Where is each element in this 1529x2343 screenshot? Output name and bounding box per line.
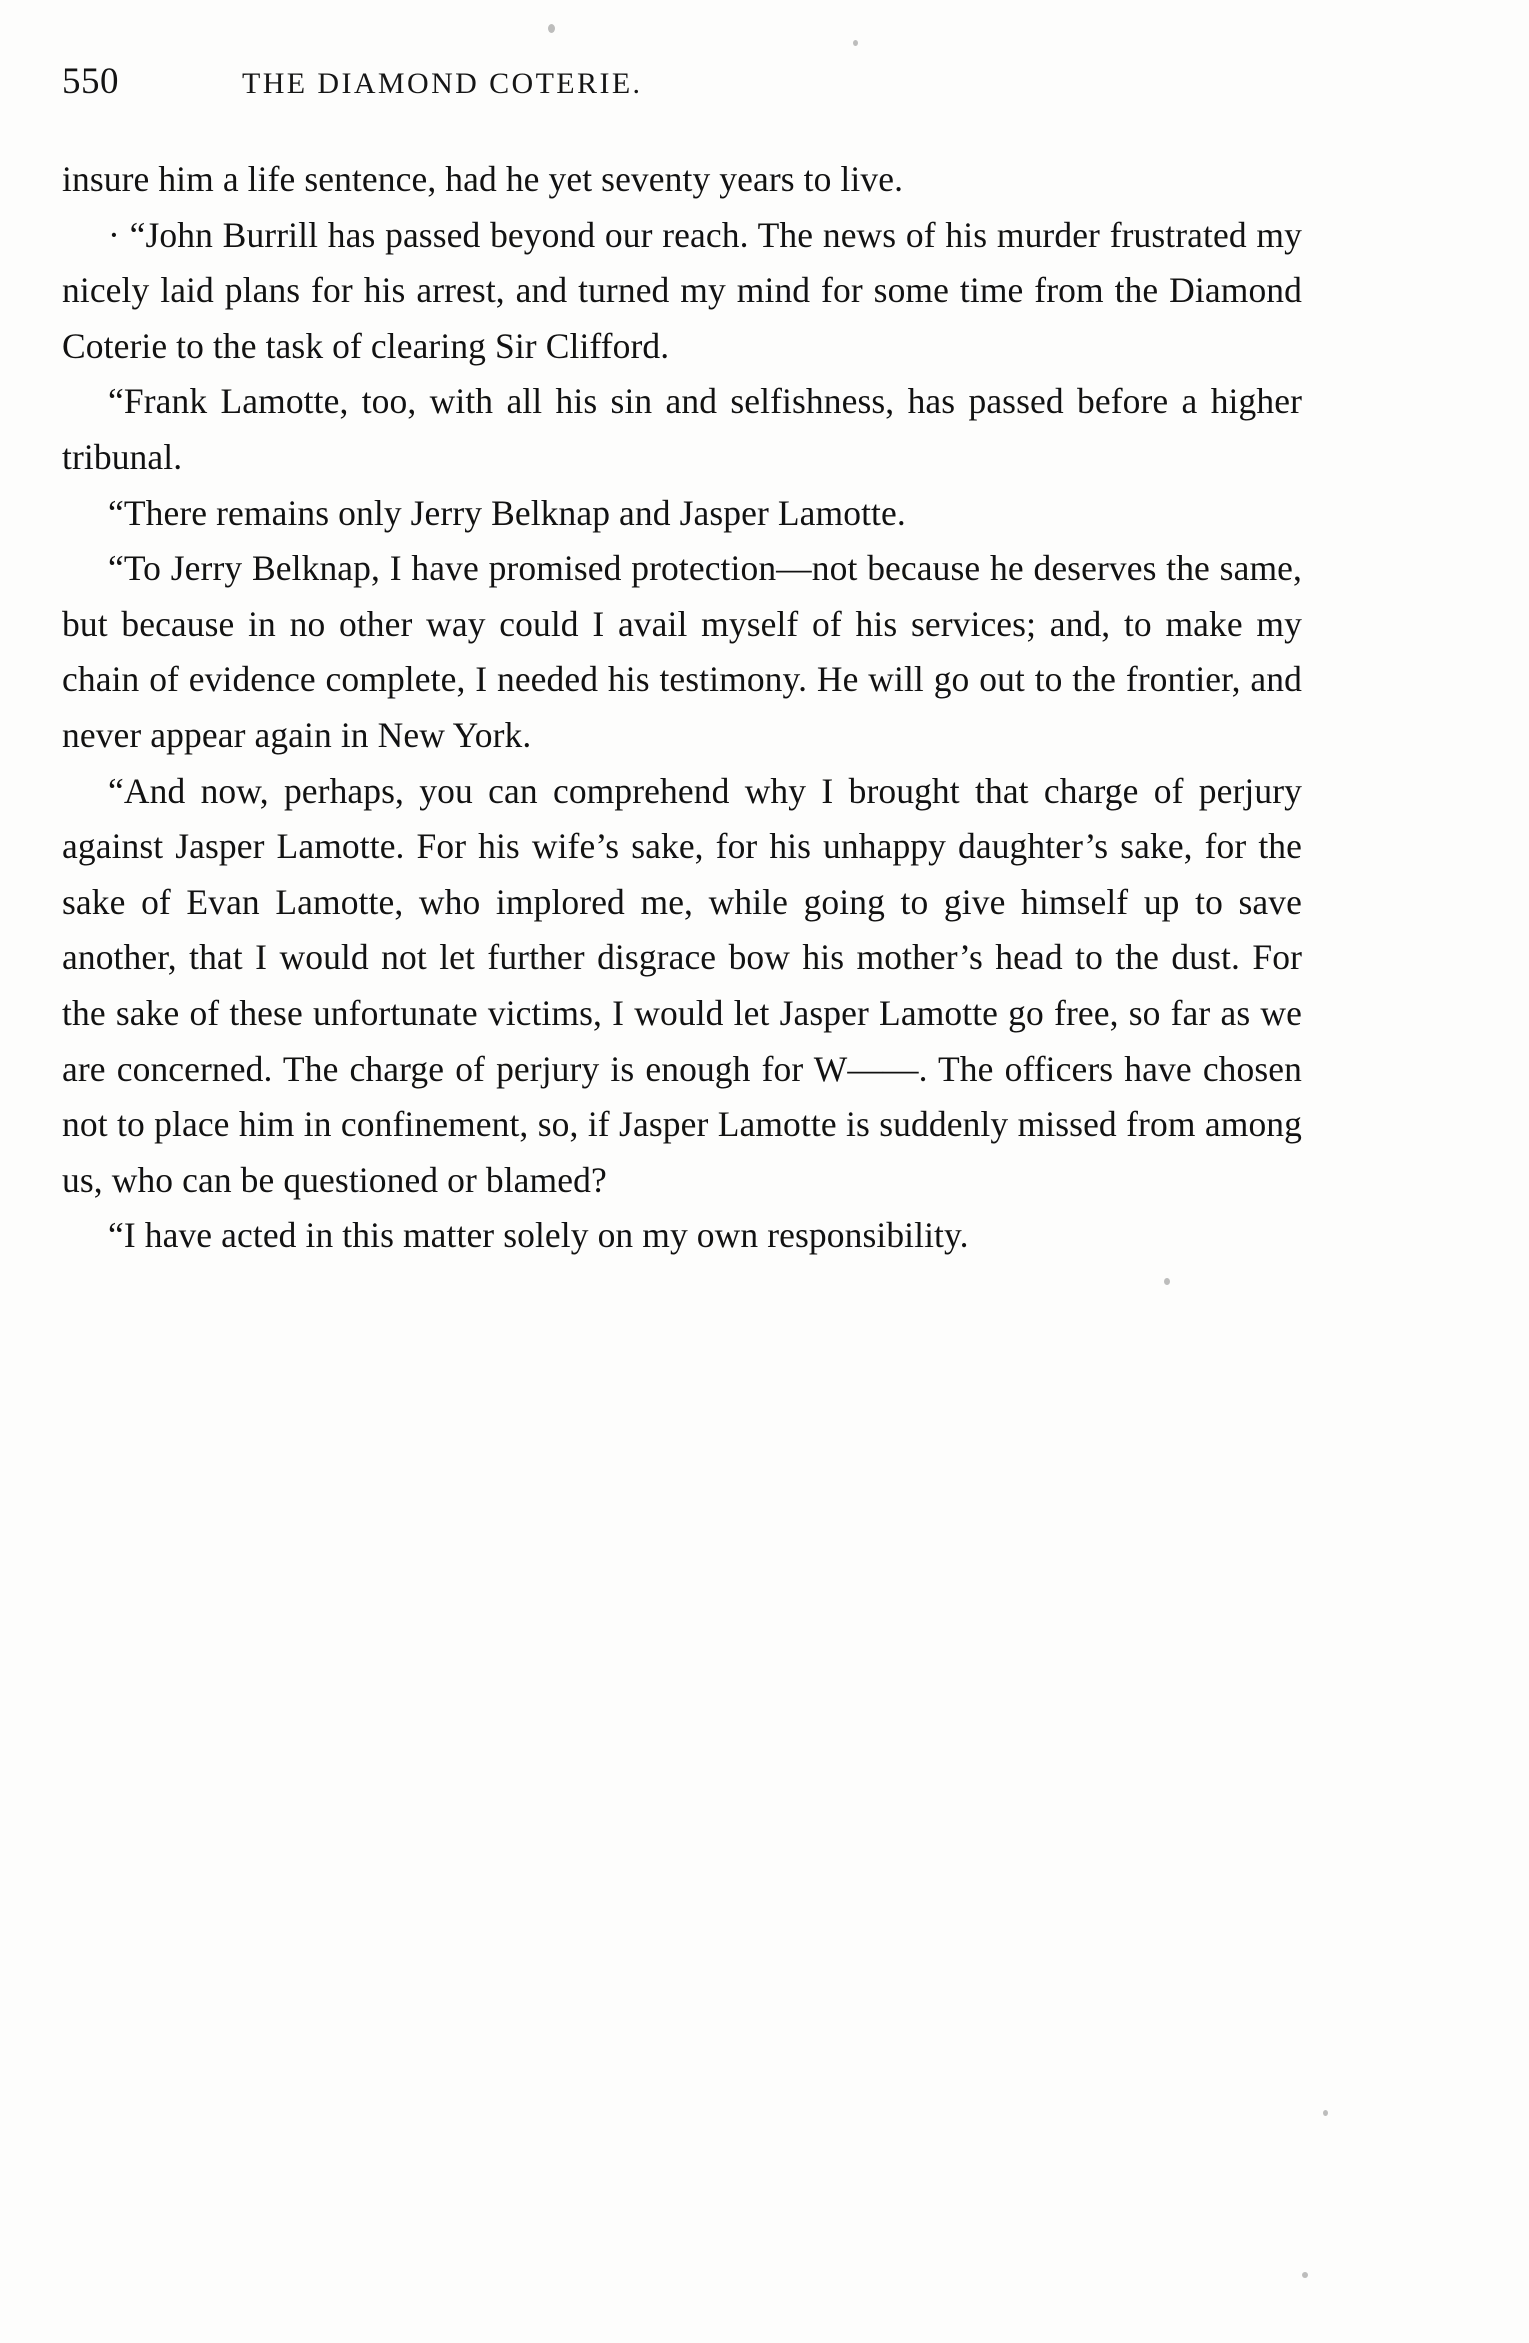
paragraph: “And now, perhaps, you can comprehend why I brought that charge of perjury against Jasper Lamotte. For his wife’s sake, for his unhappy daughter’s sake, for the sake of Evan Lamotte, who implored me, while going to give himself up to save another, that I would not let further disgrace bow his mother’s head to the dust. For the sake of these unfortunate victims, I would let Jasper Lamotte go free, so far as we are concerned. The charge of perjury is enough for W——. The officers have chosen not to place him in confinement, so, if Jasper Lamotte is suddenly missed from among us, who can be questioned or blamed? (62, 770, 1302, 1200)
page-header (62, 60, 1302, 130)
page-speck (548, 24, 555, 33)
page-speck (1302, 2272, 1308, 2278)
paragraph: “I have acted in this matter solely on my own responsibility. (108, 1215, 969, 1256)
paragraph: · “John Burrill has passed beyond our reach. The news of his murder frustrated my nicely laid plans for his arrest, and turned my mind for some time from the Diamond Coterie to the task of clearing Sir Clifford. (62, 214, 1302, 366)
running-head: THE DIAMOND COTERIE. (242, 67, 643, 100)
paragraph: “To Jerry Belknap, I have promised protection—not because he deserves the same, but because in no other way could I avail myself of his services; and, to make my chain of evidence complete, I needed his testimony. He will go out to the frontier, and never appear again in New York. (62, 548, 1302, 755)
paragraph: “Frank Lamotte, too, with all his sin and selfishness, has passed before a higher tribunal. (62, 381, 1302, 477)
page-speck (1164, 1278, 1170, 1285)
paragraph: “There remains only Jerry Belknap and Jasper Lamotte. (108, 492, 906, 533)
page-content (62, 60, 1302, 1264)
page-speck (1323, 2110, 1328, 2116)
body-text (62, 152, 1302, 1264)
paragraph: insure him a life sentence, had he yet seventy years to live. (62, 159, 904, 199)
page-number: 550 (62, 61, 119, 102)
page-speck (853, 40, 858, 46)
